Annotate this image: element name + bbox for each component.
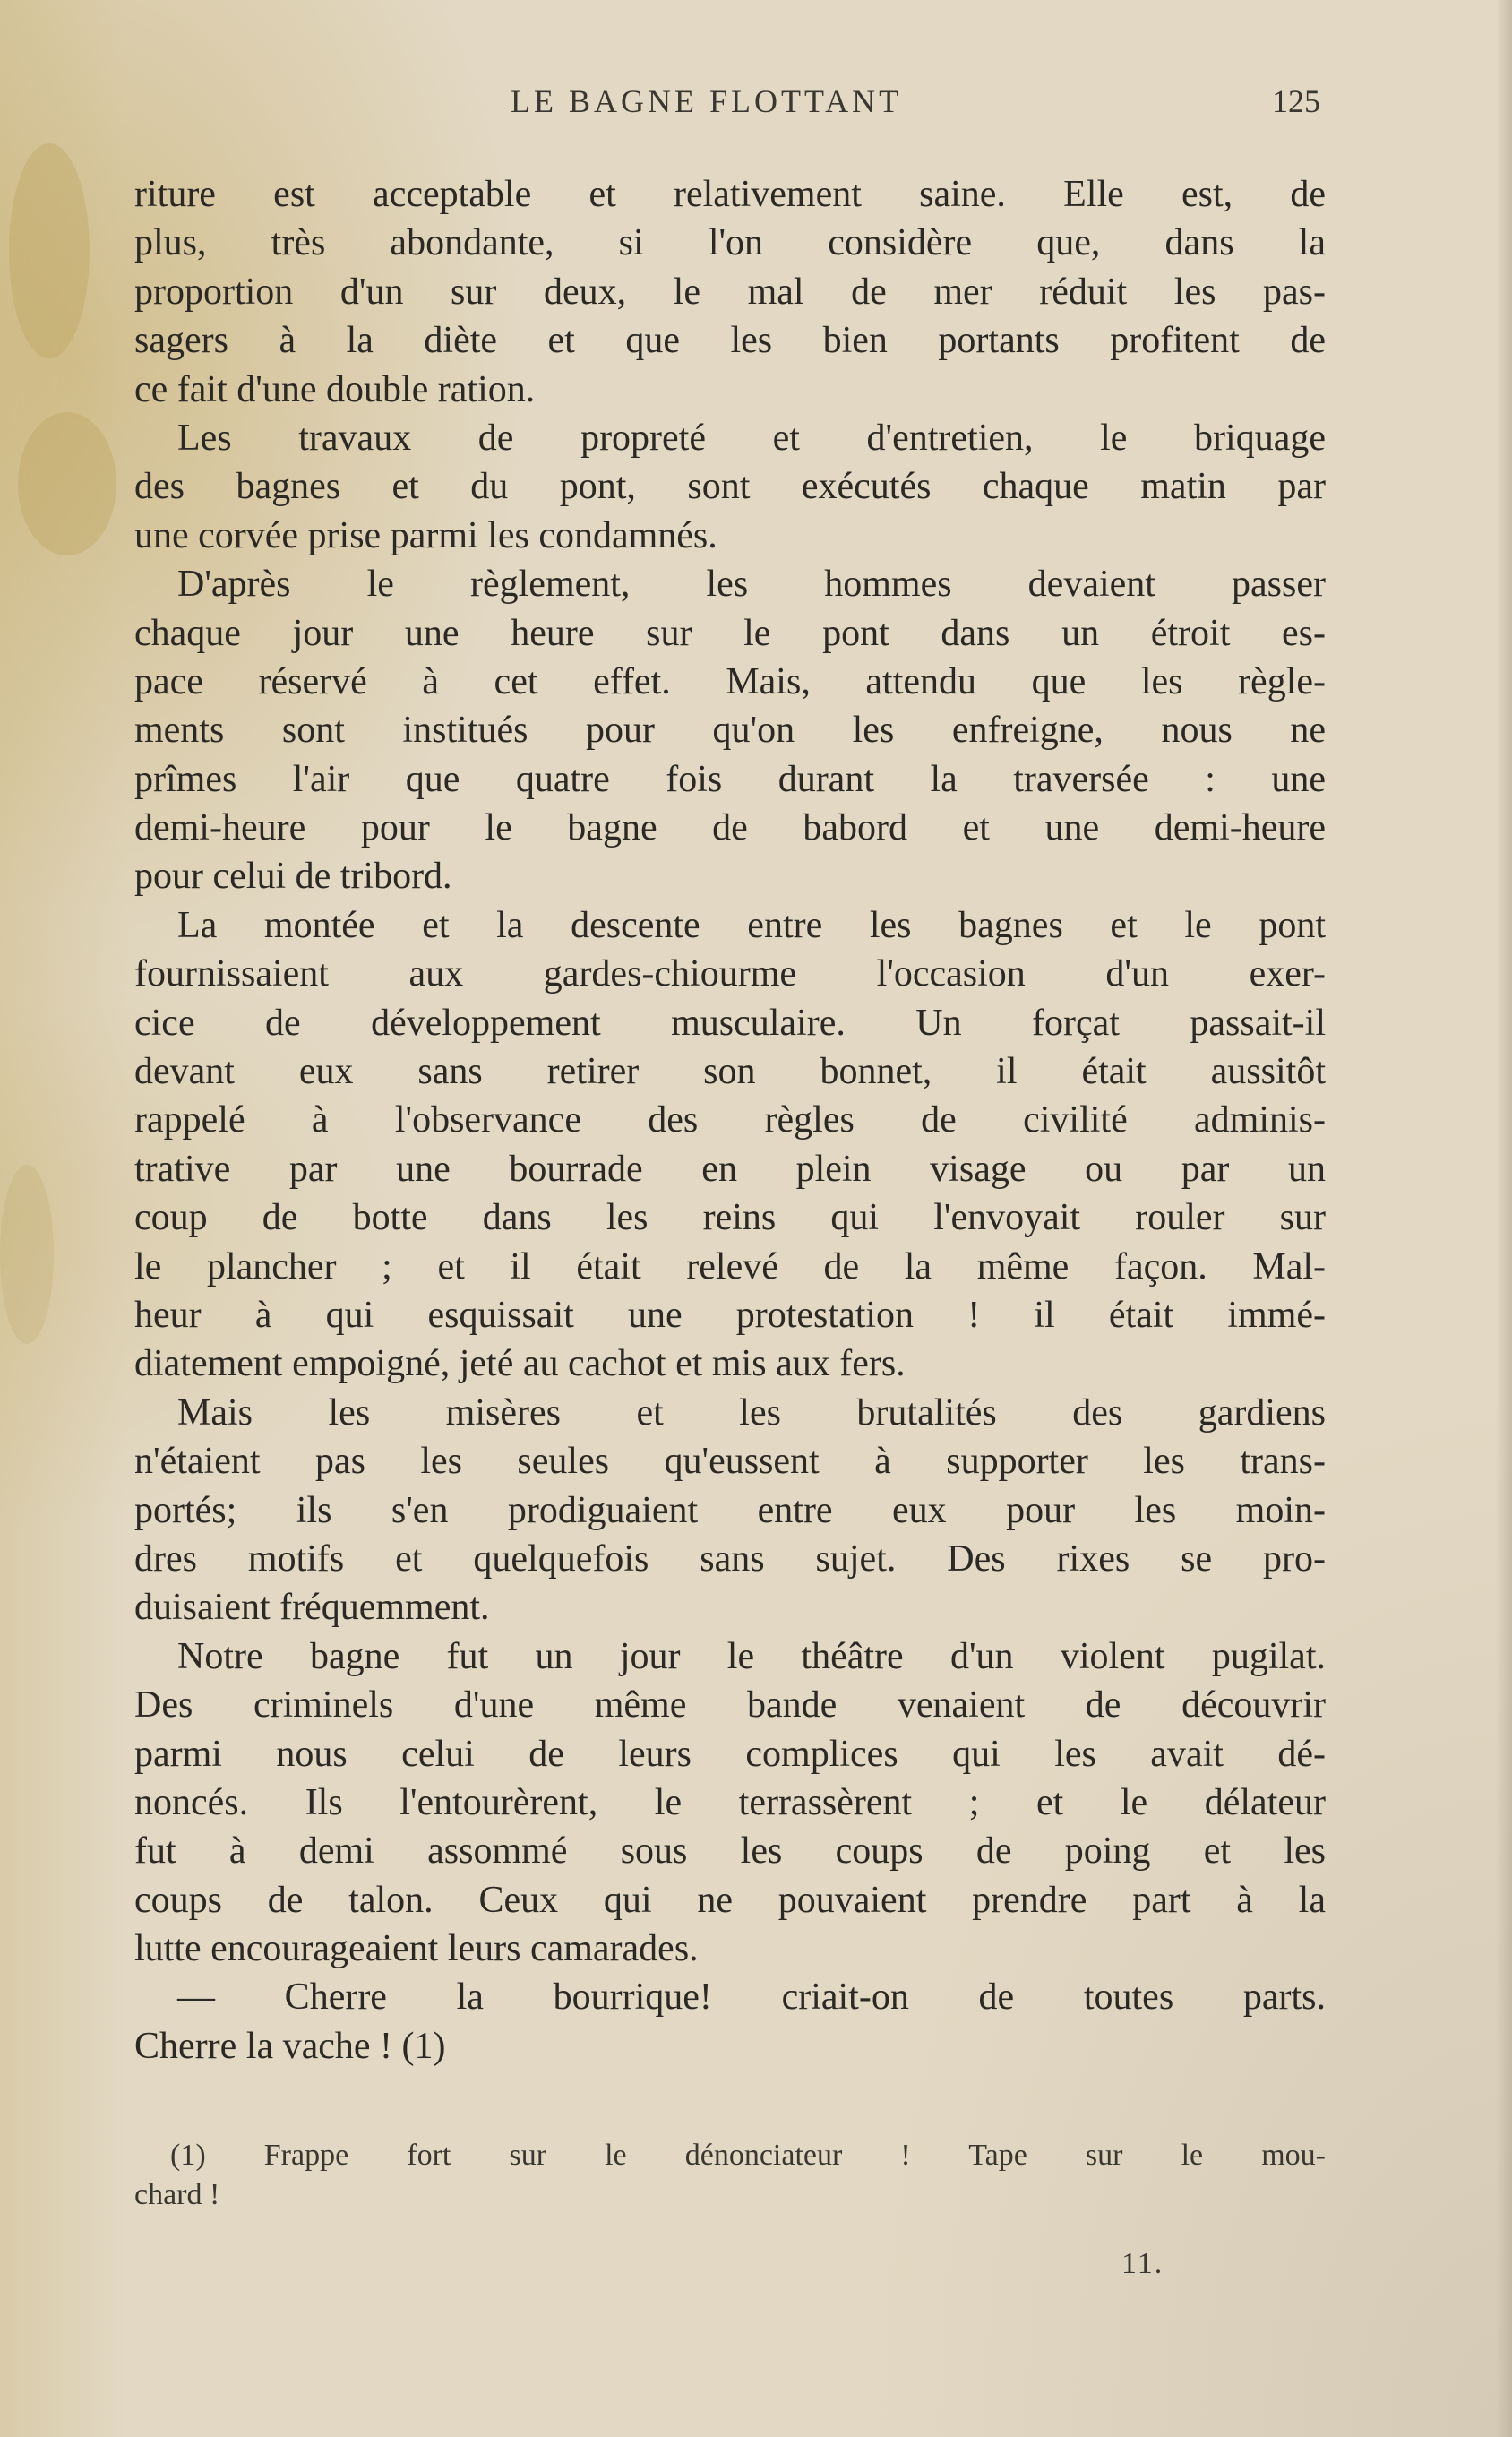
text-line: dres motifs et quelquefois sans sujet. Des rixes se pro- [134, 1537, 1326, 1580]
running-title: LE BAGNE FLOTTANT [511, 83, 903, 119]
text-line: Mais les misères et les brutalités des gardiens [177, 1391, 1326, 1434]
text-line: pace réservé à cet effet. Mais, attendu que les règle- [134, 660, 1326, 702]
text-line: une corvée prise parmi les condamnés. [134, 514, 717, 556]
text-line: des bagnes et du pont, sont exécutés chaque matin par [134, 466, 1326, 508]
text-line: diatement empoigné, jeté au cachot et mis aux fers. [134, 1343, 906, 1385]
text-line: fournissaient aux gardes-chiourme l'occasion d'un exer- [134, 953, 1326, 995]
text-line: cice de développement musculaire. Un forçat passait-il [134, 1002, 1326, 1044]
page-spine-shadow [1496, 0, 1512, 2437]
text-line: pour celui de tribord. [134, 856, 452, 898]
foxing-stain [9, 143, 90, 358]
text-line: coups de talon. Ceux qui ne pouvaient prendre part à la [134, 1879, 1326, 1921]
text-line: lutte encourageaient leurs camarades. [134, 1928, 699, 1970]
text-line: rappelé à l'observance des règles de civilité adminis- [134, 1099, 1326, 1141]
text-line: prîmes l'air que quatre fois durant la traversée : une [134, 758, 1326, 800]
text-line: plus, très abondante, si l'on considère que, dans la [134, 222, 1326, 264]
text-line: Des criminels d'une même bande venaient de découvrir [134, 1684, 1326, 1727]
text-line: coup de botte dans les reins qui l'envoyait rouler sur [134, 1197, 1326, 1239]
body-text [134, 170, 1326, 2071]
text-line: noncés. Ils l'entourèrent, le terrassèrent ; et le délateur [134, 1781, 1326, 1823]
text-line: proportion d'un sur deux, le mal de mer réduit les pas- [134, 271, 1326, 313]
text-line: demi-heure pour le bagne de babord et une demi-heure [134, 807, 1326, 849]
text-line: n'étaient pas les seules qu'eussent à supporter les trans- [134, 1441, 1326, 1483]
text-line: devant eux sans retirer son bonnet, il était aussitôt [134, 1051, 1326, 1093]
text-line: ments sont institués pour qu'on les enfreigne, nous ne [134, 710, 1326, 752]
signature-mark: 11. [1121, 2247, 1164, 2280]
text-line: La montée et la descente entre les bagnes et le pont [177, 904, 1326, 946]
text-line: — Cherre la bourrique! criait-on de toutes parts. [177, 1976, 1326, 2019]
footnote [134, 2136, 1326, 2215]
text-line: duisaient fréquemment. [134, 1587, 490, 1629]
text-line: Cherre la vache ! (1) [134, 2025, 446, 2067]
text-line: riture est acceptable et relativement saine. Elle est, de [134, 174, 1326, 215]
text-line: portés; ils s'en prodiguaient entre eux pour les moin- [134, 1489, 1326, 1531]
text-line: D'après le règlement, les hommes devaient passer [177, 564, 1326, 606]
page-number: 125 [1272, 83, 1320, 119]
text-line: trative par une bourrade en plein visage ou par un [134, 1148, 1326, 1190]
text-line: le plancher ; et il était relevé de la même façon. Mal- [134, 1245, 1326, 1287]
text-line: heur à qui esquissait une protestation ! il était immé- [134, 1294, 1326, 1336]
text-line: ce fait d'une double ration. [134, 368, 536, 410]
footnote-line: chard ! [134, 2178, 220, 2211]
running-header [134, 82, 1326, 127]
text-line: chaque jour une heure sur le pont dans un étroit es- [134, 612, 1326, 654]
text-line: sagers à la diète et que les bien portants profitent de [134, 320, 1326, 362]
text-line: parmi nous celui de leurs complices qui les avait dé- [134, 1733, 1326, 1775]
foxing-stain [0, 1165, 54, 1344]
text-line: fut à demi assommé sous les coups de poing et les [134, 1830, 1326, 1873]
text-line: Notre bagne fut un jour le théâtre d'un violent pugilat. [177, 1635, 1326, 1677]
foxing-stain [18, 412, 116, 555]
footnote-line: (1) Frappe fort sur le dénonciateur ! Tape sur le mou- [170, 2139, 1326, 2172]
text-line: Les travaux de propreté et d'entretien, le briquage [177, 417, 1326, 459]
